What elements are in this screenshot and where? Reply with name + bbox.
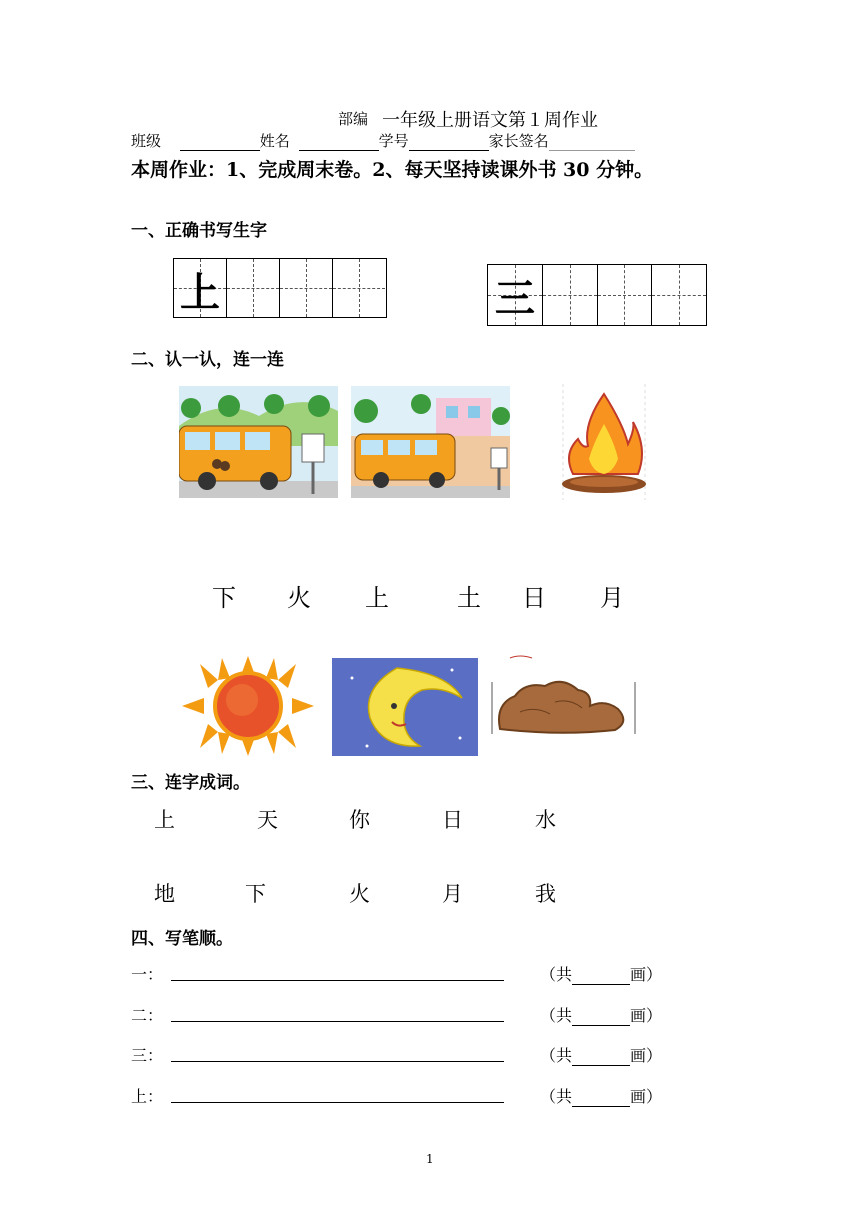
match-char-4: 土	[457, 584, 481, 612]
id-field[interactable]	[409, 134, 489, 151]
word-char-r2-5: 我	[535, 882, 556, 906]
match-char-1: 下	[212, 584, 236, 612]
stroke-order-row	[131, 1003, 663, 1026]
page-number: 1	[426, 1152, 434, 1166]
class-label: 班级	[131, 132, 162, 150]
soil-image	[490, 654, 638, 736]
word-char-r2-3: 火	[349, 882, 370, 906]
grid2-sample-char: 三	[494, 276, 535, 322]
word-char-r2-2: 下	[245, 882, 266, 906]
stroke-order-line[interactable]	[171, 1061, 504, 1062]
stroke-order-row	[131, 962, 663, 985]
word-char-r1-5: 水	[535, 808, 556, 832]
stroke-char: 三：	[131, 1046, 164, 1065]
match-char-3: 上	[365, 584, 389, 612]
stroke-order-line[interactable]	[171, 1021, 504, 1022]
title-prefix: 部编	[338, 110, 369, 128]
info-line	[131, 130, 635, 151]
stroke-order-line[interactable]	[171, 1102, 504, 1103]
name-label: 姓名	[259, 132, 290, 150]
match-char-2: 火	[287, 584, 311, 612]
section3-heading: 三、连字成词。	[131, 773, 250, 793]
stroke-count-open: （共	[540, 965, 573, 984]
grid1-sample-char: 上	[180, 270, 220, 316]
name-field[interactable]	[299, 134, 379, 151]
word-char-r2-1: 地	[154, 882, 175, 906]
section1-heading: 一、正确书写生字	[131, 221, 267, 241]
stroke-count-close: 画）	[630, 1046, 663, 1065]
writing-grid-2[interactable]	[487, 264, 707, 326]
match-char-5: 日	[522, 584, 546, 612]
stroke-count-blank[interactable]	[572, 1009, 630, 1026]
word-char-r1-2: 天	[257, 808, 278, 832]
homework-note: 本周作业：1、完成周末卷。2、每天坚持读课外书 30 分钟。	[131, 159, 654, 181]
match-char-6: 月	[600, 584, 624, 612]
stroke-count-open: （共	[540, 1046, 573, 1065]
word-char-r2-4: 月	[442, 882, 463, 906]
id-label: 学号	[378, 132, 409, 150]
page-title: 一年级上册语文第１周作业	[382, 110, 598, 131]
stroke-char: 二：	[131, 1006, 164, 1025]
class-field[interactable]	[180, 134, 260, 151]
stroke-char: 一：	[131, 965, 164, 984]
section4-heading: 四、写笔顺。	[131, 929, 233, 949]
stroke-count-blank[interactable]	[572, 968, 630, 985]
stroke-count-close: 画）	[630, 1087, 663, 1106]
word-char-r1-1: 上	[154, 808, 175, 832]
sun-image	[182, 656, 314, 756]
section2-heading: 二、认一认，连一连	[131, 350, 284, 370]
stroke-order-line[interactable]	[171, 980, 504, 981]
word-char-r1-3: 你	[349, 808, 370, 832]
parent-signature-field[interactable]	[549, 134, 635, 151]
stroke-order-row	[131, 1084, 663, 1107]
stroke-count-open: （共	[540, 1087, 573, 1106]
word-char-r1-4: 日	[442, 808, 463, 832]
moon-image	[332, 658, 478, 756]
stroke-order-row	[131, 1043, 663, 1066]
stroke-count-blank[interactable]	[572, 1090, 630, 1107]
fire-image	[553, 384, 655, 500]
writing-grid-1[interactable]	[173, 258, 387, 318]
stroke-char: 上：	[131, 1087, 164, 1106]
stroke-count-blank[interactable]	[572, 1049, 630, 1066]
bus-boarding-image	[179, 386, 338, 498]
stroke-count-close: 画）	[630, 965, 663, 984]
bus-alighting-image	[351, 386, 510, 498]
parent-label: 家长签名	[488, 132, 549, 150]
stroke-count-open: （共	[540, 1006, 573, 1025]
stroke-count-close: 画）	[630, 1006, 663, 1025]
